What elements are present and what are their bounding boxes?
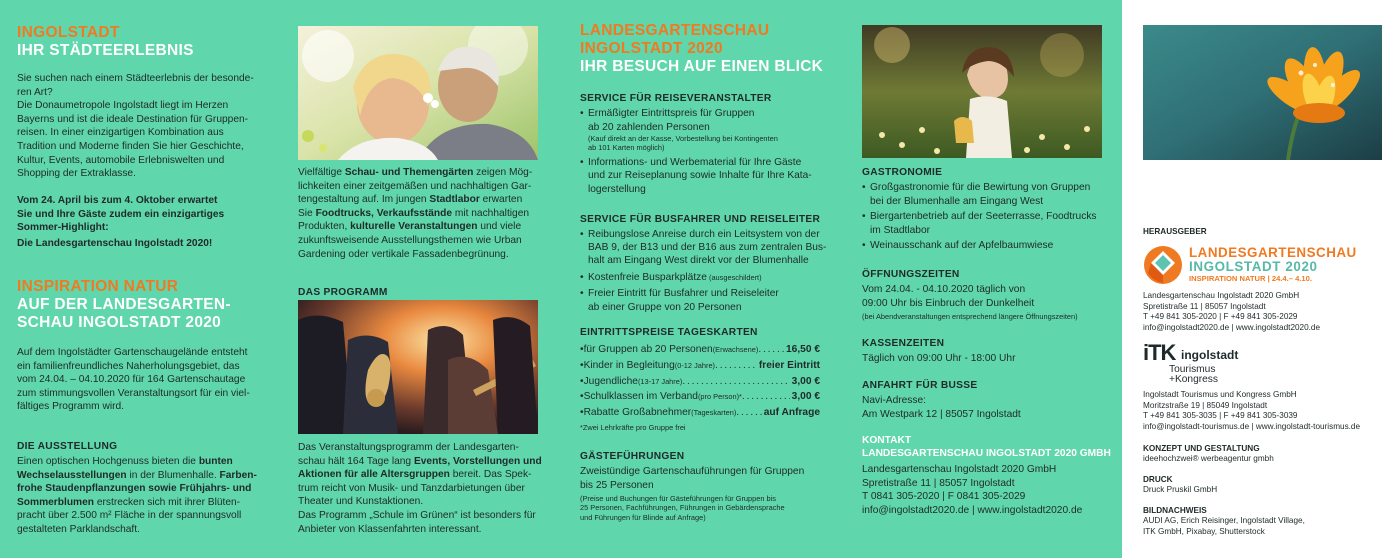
heading-ausstellung: DIE AUSSTELLUNG <box>17 441 118 452</box>
price-value: 3,00 € <box>791 375 820 387</box>
text: tengestaltung auf. Im jungen <box>298 194 430 206</box>
itk-text: ingolstadt <box>1181 348 1239 362</box>
text-bold: kulturelle Veranstaltungen <box>350 221 478 233</box>
price-dots <box>758 342 784 358</box>
text: Gardening oder vertikale Fassadenbegrünung. <box>298 248 509 260</box>
price-label: • Kinder in Begleitung <box>580 358 675 374</box>
price-value: 16,50 € <box>786 344 820 355</box>
flower-photo <box>1143 25 1382 160</box>
text: Spretistraße 11 | 85057 Ingolstadt <box>1143 301 1266 311</box>
text: bereit. Das Spek- <box>449 469 532 481</box>
price-note: (Erwachsene) <box>712 345 759 354</box>
imprint-panel <box>1143 0 1393 558</box>
body-text: Die Donaumetropole Ingolstadt liegt im Herzen <box>17 100 229 112</box>
price-row <box>580 389 820 405</box>
list-item: • Weinausschank auf der Apfelbaumwiese <box>862 239 1112 253</box>
body-text: ein familienfreundliches Naherholungsgebiet, das <box>17 360 240 372</box>
heading-herausgeber: HERAUSGEBER <box>1143 227 1207 236</box>
body-text: fältiges Programm wird. <box>17 401 124 413</box>
heading-programm: DAS PROGRAMM <box>298 287 388 298</box>
price-label: • Schulklassen im Verband <box>580 389 698 405</box>
text: Navi-Adresse: <box>862 395 926 406</box>
text: gestalteten Parklandschaft. <box>17 523 140 535</box>
heading-kassenzeiten: KASSENZEITEN <box>862 338 945 349</box>
column-besuch <box>580 0 830 558</box>
itk-text: +Kongress <box>1169 374 1218 385</box>
price-footnote: *Zwei Lehrkräfte pro Gruppe frei <box>580 422 686 432</box>
heading-gaestefuehrungen: GÄSTEFÜHRUNGEN <box>580 451 685 462</box>
text: Am Westpark 12 | 85057 Ingolstadt <box>862 408 1021 420</box>
price-dots <box>742 389 790 405</box>
band-photo <box>298 300 538 434</box>
text-bold: bunten <box>198 456 233 467</box>
body-text: Kultur, Events, automobile Erlebniswelten und <box>17 154 225 166</box>
price-label: • für Gruppen ab 20 Personen <box>580 342 713 358</box>
title-ingolstadt: INGOLSTADT <box>17 24 120 41</box>
heading-busfahrer: SERVICE FÜR BUSFAHRER UND REISELEITER <box>580 214 821 225</box>
heading-bildnachweis: BILDNACHWEIS <box>1143 506 1207 515</box>
text-bold: frohe Staudenpflanzungen sowie Frühjahrs- und <box>17 483 252 495</box>
text: Landesgartenschau Ingolstadt 2020 GmbH <box>862 464 1057 475</box>
highlight-text: Vom 24. April bis zum 4. Oktober erwartet <box>17 195 218 206</box>
text: Spretistraße 11 | 85057 Ingolstadt <box>862 477 1015 489</box>
heading-gastronomie: GASTRONOMIE <box>862 167 943 178</box>
logo-text: LANDESGARTENSCHAU <box>1189 245 1357 260</box>
text-bold: Wechselausstellungen <box>17 469 127 481</box>
price-label: • Jugendliche <box>580 374 638 390</box>
girl-meadow-photo <box>862 25 1102 158</box>
title-landesgartenschau: AUF DER LANDESGARTEN- <box>17 296 231 313</box>
text: info@ingolstadt2020.de | www.ingolstadt2020.de <box>862 504 1083 516</box>
text: T +49 841 305-2020 | F +49 841 305-2029 <box>1143 312 1298 322</box>
body-text: Auf dem Ingolstädter Gartenschaugelände entsteht <box>17 347 248 358</box>
text: Produkten, <box>298 221 351 233</box>
heading-konzept: KONZEPT UND GESTALTUNG <box>1143 444 1260 453</box>
price-note: (pro Person)* <box>697 392 742 402</box>
heading-kontakt-company: LANDESGARTENSCHAU INGOLSTADT 2020 GMBH <box>862 448 1111 459</box>
itk-mark: iTK <box>1143 340 1176 365</box>
text: Einen optischen Hochgenuss bieten die <box>17 456 199 467</box>
price-label: • Rabatte Großabnehmer <box>580 405 691 421</box>
price-value: freier Eintritt <box>758 359 820 371</box>
couple-photo <box>298 26 538 160</box>
text-bold: Schau- und Themengärten <box>344 167 474 178</box>
list-item: • Großgastronomie für die Bewirtung von Gruppen bei der Blumenhalle am Eingang West <box>862 181 1112 208</box>
text: info@ingolstadt-tourismus.de | www.ingolstadt-tourismus.de <box>1143 421 1361 431</box>
text: T +49 841 305-3035 | F +49 841 305-3039 <box>1143 411 1298 421</box>
text: Vielfältige <box>298 167 345 178</box>
price-dots <box>682 374 789 390</box>
price-row <box>580 405 820 421</box>
heading-anfahrt: ANFAHRT FÜR BUSSE <box>862 380 978 391</box>
price-value: 3,00 € <box>791 391 820 403</box>
heading-kontakt: KONTAKT <box>862 435 912 446</box>
logo-text: INGOLSTADT 2020 <box>1189 259 1318 274</box>
highlight-text: Die Landesgartenschau Ingolstadt 2020! <box>17 237 213 249</box>
text: Ingolstadt Tourismus und Kongress GmbH <box>1143 390 1297 399</box>
body-text: Bayerns und ist die ideale Destination für Gruppen- <box>17 113 249 125</box>
logo-tagline: INSPIRATION NATUR | 24.4.– 4.10. <box>1189 274 1312 283</box>
lgs-logo-mark-icon <box>1143 245 1183 285</box>
body-text: Shopping der Extraklasse. <box>17 168 136 180</box>
text: trum reicht von Musik- und Tanzdarbietungen über <box>298 482 525 494</box>
text-bold: Aktionen für alle Altersgruppen <box>298 469 450 481</box>
lgs-logo <box>1143 243 1388 289</box>
text: Landesgartenschau Ingolstadt 2020 GmbH <box>1143 291 1300 300</box>
price-note: (13-17 Jahre) <box>637 376 683 386</box>
text-bold: Farben- <box>219 469 257 481</box>
title-landesgartenschau-2: SCHAU INGOLSTADT 2020 <box>17 314 222 331</box>
highlight-text: Sommer-Highlight: <box>17 222 109 234</box>
small-note: (Kauf direkt an der Kasse, Vorbestellung bei Kontingenten <box>588 134 778 144</box>
price-value: auf Anfrage <box>763 407 820 419</box>
price-note: (Tageskarten) <box>691 408 737 418</box>
title-staedteerlebnis: IHR STÄDTEERLEBNIS <box>17 42 194 59</box>
price-row <box>580 342 820 358</box>
price-dots <box>715 358 757 374</box>
highlight-text: Sie und Ihre Gäste zudem ein einzigartiges <box>17 208 225 220</box>
text: T 0841 305-2020 | F 0841 305-2029 <box>862 491 1026 503</box>
list-item: • Kostenfreie Busparkplätze (ausgeschildert) <box>580 271 830 285</box>
body-text: Tradition und Moderne finden Sie hier Geschichte, <box>17 140 244 152</box>
text: pracht über 2.500 m² Fläche in der spannungsvoll <box>17 510 242 522</box>
text: Moritzstraße 19 | 85049 Ingolstadt <box>1143 400 1268 410</box>
text: 09:00 Uhr bis Einbruch der Dunkelheit <box>862 297 1035 309</box>
price-row <box>580 358 820 374</box>
list-item: • Freier Eintritt für Busfahrer und Reiseleiter ab einer Gruppe von 20 Personen <box>580 287 830 314</box>
title-inspiration-natur: INSPIRATION NATUR <box>17 278 179 295</box>
text: zukunftsweisende Ausstellungsthemen wie Urban <box>298 234 522 246</box>
small-note: und Führungen für Blinde auf Anfrage) <box>580 512 706 522</box>
text: erwarten <box>479 194 523 206</box>
intro-text: Sie suchen nach einem Städteerlebnis der besonde- <box>17 73 254 84</box>
text: Das Veranstaltungsprogramm der Landesgarten- <box>298 442 519 453</box>
heading-oeffnungszeiten: ÖFFNUNGSZEITEN <box>862 269 960 280</box>
text-bold: Stadtlabor <box>429 194 480 206</box>
list-item: • Informations- und Werbematerial für Ihre Gäste und zur Reiseplanung sowie Inhalte für Ihre Kata- logerstellung <box>580 156 830 197</box>
body-text: reisen. In einer einzigartigen Kombination aus <box>17 127 224 139</box>
text: ideehochzwei® werbeagentur gmbh <box>1143 454 1274 463</box>
text-bold: Events, Vorstellungen und <box>413 455 542 467</box>
text: Das Programm „Schule im Grünen“ ist besonders für <box>298 509 536 521</box>
text: in der Blumenhalle. <box>126 469 220 481</box>
heading-druck: DRUCK <box>1143 475 1173 484</box>
column-ingolstadt <box>17 0 267 558</box>
text: mit nachhaltigen <box>452 207 530 219</box>
list-item: • Biergartenbetrieb auf der Seeterrasse, Foodtrucks im Stadtlabor <box>862 210 1112 237</box>
body-text: zum stimmungsvollen Veranstaltungsort für ein viel- <box>17 387 250 399</box>
price-note: (0-12 Jahre) <box>674 360 716 370</box>
column-gaerten-programm <box>298 0 543 558</box>
price-dots <box>736 405 761 421</box>
intro-text: ren Art? <box>17 86 53 98</box>
small-note: (Preise und Buchungen für Gästeführungen für Gruppen bis <box>580 494 776 504</box>
list-item: • Reibungslose Anreise durch ein Leitsystem von der BAB 9, der B13 und der B16 aus zum zentralen Bus- halt am Eingang West direkt vor der Blumenhalle <box>580 228 830 268</box>
title-landesgartenschau: LANDESGARTENSCHAU <box>580 22 770 39</box>
text: Vom 24.04. - 04.10.2020 täglich von <box>862 284 1026 295</box>
itk-logo <box>1143 340 1263 385</box>
text: AUDI AG, Erich Reisinger, Ingolstadt Village, <box>1143 516 1305 525</box>
text: Sie <box>298 207 316 219</box>
small-note: ab 101 Karten möglich) <box>588 143 665 153</box>
text: und viele <box>477 221 522 233</box>
column-info <box>862 0 1112 558</box>
body-text: vom 24.04. – 04.10.2020 für 164 Gartenschautage <box>17 374 246 386</box>
text: Anbieter von Klassenfahrten interessant. <box>298 523 482 535</box>
text: lichkeiten einer zeitgemäßen und nachhaltigen Gar- <box>298 180 532 192</box>
text: Theater und Kunstaktionen. <box>298 496 424 508</box>
text: Zweistündige Gartenschauführungen für Gruppen <box>580 466 805 477</box>
itk-text: Tourismus <box>1169 364 1216 375</box>
title-ingolstadt-2020: INGOLSTADT 2020 <box>580 40 723 57</box>
small-note: (bei Abendveranstaltungen entsprechend längere Öffnungszeiten) <box>862 312 1078 322</box>
heading-reiseveranstalter: SERVICE FÜR REISEVERANSTALTER <box>580 93 772 104</box>
text-bold: Foodtrucks, Verkaufsstände <box>315 207 453 219</box>
text: erstrecken sich mit ihrer Blüten- <box>94 496 241 508</box>
text: Täglich von 09:00 Uhr - 18:00 Uhr <box>862 353 1016 364</box>
price-row <box>580 374 820 390</box>
text: schau hält 164 Tage lang <box>298 455 414 467</box>
small-note: 25 Personen, Fachführungen, Führungen in Gebärdensprache <box>580 503 785 513</box>
price-list <box>580 342 820 421</box>
text: zeigen Mög- <box>473 167 533 178</box>
text: ITK GmbH, Pixabay, Shutterstock <box>1143 526 1265 536</box>
text: bis 25 Personen <box>580 479 654 491</box>
title-besuch: IHR BESUCH AUF EINEN BLICK <box>580 58 824 75</box>
list-item: • Ermäßigter Eintrittspreis für Gruppen ab 20 zahlenden Personen <box>580 107 830 134</box>
heading-eintrittspreise: EINTRITTSPREISE TAGESKARTEN <box>580 327 758 338</box>
text: Druck Pruskil GmbH <box>1143 485 1218 494</box>
text-bold: Sommerblumen <box>17 496 94 508</box>
text: info@ingolstadt2020.de | www.ingolstadt2020.de <box>1143 322 1321 332</box>
